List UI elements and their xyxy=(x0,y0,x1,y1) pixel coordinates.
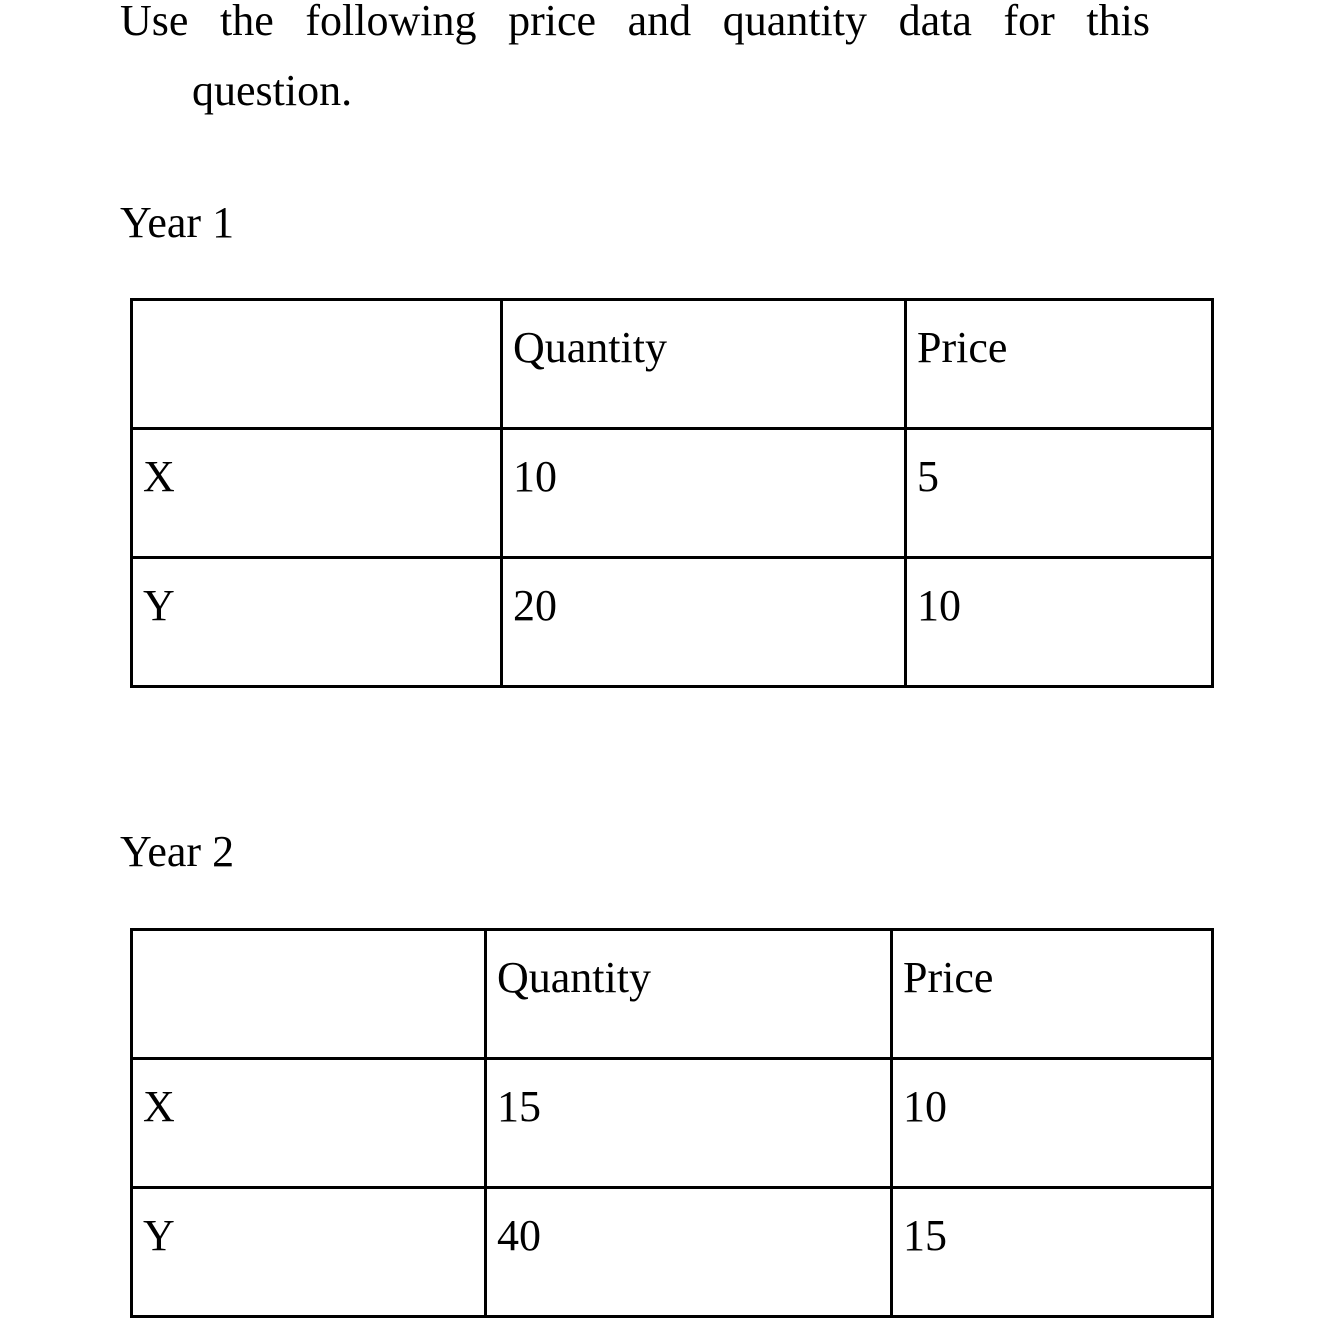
item-cell: Y xyxy=(132,1188,486,1317)
header-cell-quantity: Quantity xyxy=(486,930,892,1059)
quantity-cell: 40 xyxy=(486,1188,892,1317)
item-cell: Y xyxy=(132,558,502,687)
price-cell: 10 xyxy=(906,558,1213,687)
price-cell: 15 xyxy=(892,1188,1213,1317)
quantity-cell: 20 xyxy=(502,558,906,687)
price-cell: 5 xyxy=(906,429,1213,558)
table-row xyxy=(132,429,1213,558)
header-cell-price: Price xyxy=(906,300,1213,429)
table-row xyxy=(132,1059,1213,1188)
header-cell-empty xyxy=(132,930,486,1059)
quantity-cell: 10 xyxy=(502,429,906,558)
item-cell: X xyxy=(132,1059,486,1188)
table-header-row xyxy=(132,930,1213,1059)
item-cell: X xyxy=(132,429,502,558)
intro-line-2: question. xyxy=(192,66,353,115)
year-1-table xyxy=(130,298,1214,688)
question-intro xyxy=(120,0,1150,126)
header-cell-price: Price xyxy=(892,930,1213,1059)
year-1-heading: Year 1 xyxy=(120,198,235,247)
header-cell-empty xyxy=(132,300,502,429)
intro-line-1: Use the following price and quantity data for this xyxy=(120,0,1150,45)
year-2-table xyxy=(130,928,1214,1318)
quantity-cell: 15 xyxy=(486,1059,892,1188)
header-cell-quantity: Quantity xyxy=(502,300,906,429)
table-row xyxy=(132,558,1213,687)
table-row xyxy=(132,1188,1213,1317)
price-cell: 10 xyxy=(892,1059,1213,1188)
year-2-heading: Year 2 xyxy=(120,827,235,876)
table-header-row xyxy=(132,300,1213,429)
